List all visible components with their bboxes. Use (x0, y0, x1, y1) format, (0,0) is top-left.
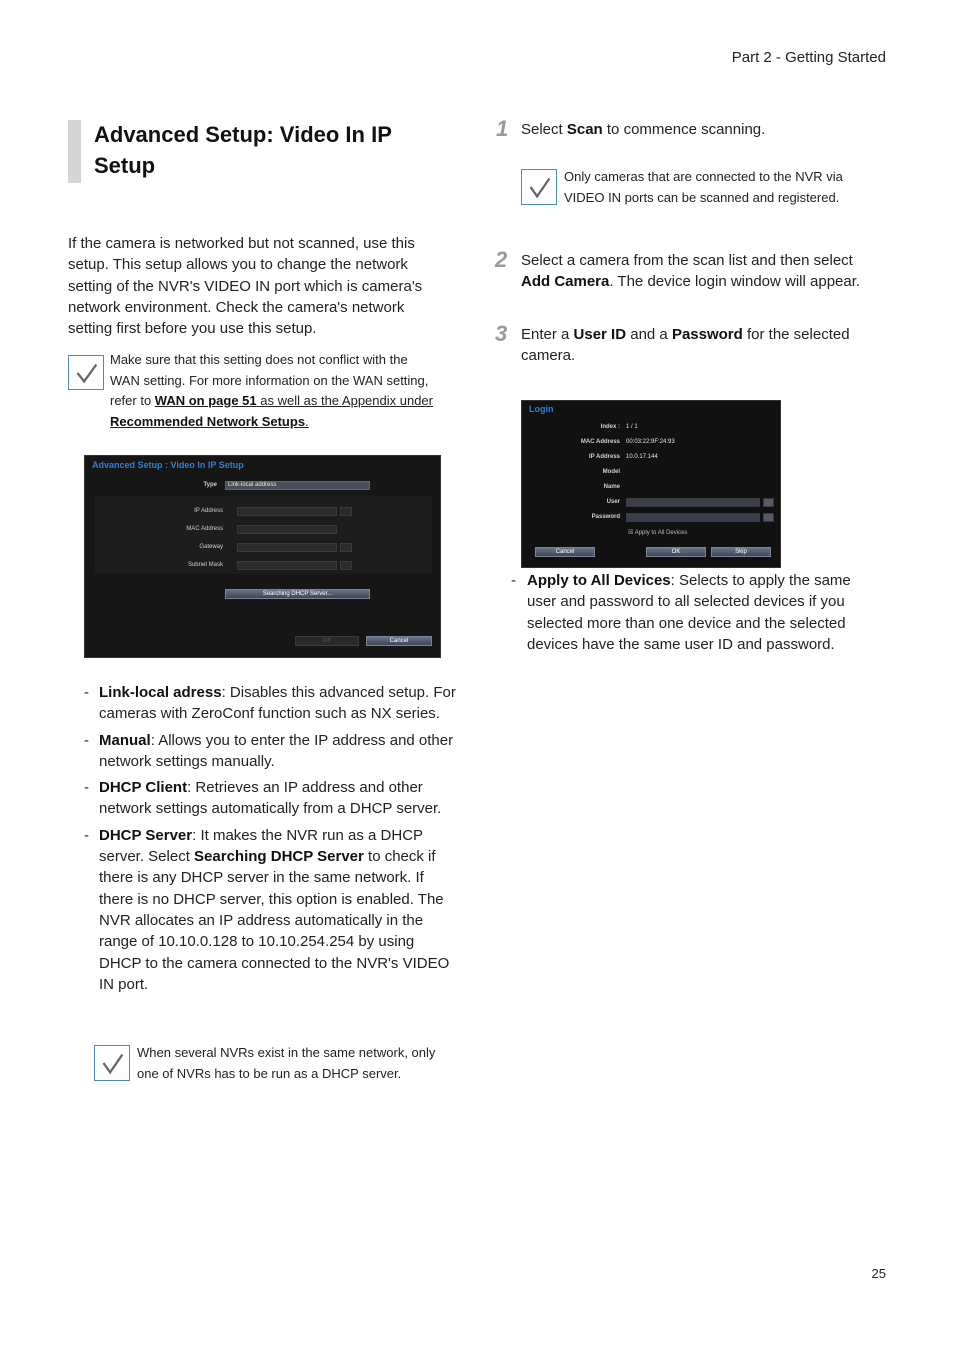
type-options-list (84, 682, 456, 995)
ip-value: 10.0.17.144 (626, 454, 658, 460)
field-label: MAC Address (186, 526, 223, 532)
field-label: Name (603, 484, 620, 490)
type-dropdown[interactable]: Link-local address (225, 481, 370, 490)
field-label: Index : (600, 424, 620, 430)
searching-dhcp-server-button[interactable]: Searching DHCP Server... (225, 589, 370, 599)
device-login-screenshot (521, 400, 781, 568)
note-multiple-nvrs: When several NVRs exist in the same network, only one of NVRs has to be run as a DHCP server. (137, 1045, 436, 1081)
type-label: Type (203, 482, 217, 488)
field-label: IP Address (588, 454, 620, 460)
ip-address-field[interactable] (237, 507, 337, 516)
note-wan-conflict (110, 350, 440, 432)
step-3-text: Enter a User ID and a Password for the selected camera. (521, 326, 850, 365)
user-keyboard-button[interactable] (763, 498, 774, 507)
note-video-in-ports: Only cameras that are connected to the NVR via VIDEO IN ports can be scanned and registered. (564, 169, 843, 205)
list-item: - Manual: Allows you to enter the IP address and other network settings manually. (84, 731, 454, 770)
field-label: MAC Address (580, 439, 620, 445)
apply-all-checkbox[interactable]: ☒ Apply to All Devices (628, 530, 688, 536)
ok-button[interactable]: OK (295, 636, 359, 646)
screen-title: Advanced Setup : Video In IP Setup (92, 460, 244, 470)
field-label: Password (591, 514, 620, 520)
login-cancel-button[interactable]: Cancel (535, 547, 595, 557)
video-in-ip-setup-screenshot (84, 455, 441, 658)
password-field[interactable] (626, 513, 760, 522)
note-text: Make sure that this setting does not conflict with the WAN setting. For more information on the WAN setting, refer to (110, 352, 429, 408)
login-title: Login (529, 404, 554, 414)
list-item: - DHCP Client: Retrieves an IP address and other network settings automatically from a DHCP server. (84, 779, 442, 818)
gateway-button[interactable] (340, 543, 352, 552)
field-label: IP Address (194, 508, 223, 514)
running-header: Part 2 - Getting Started (731, 49, 886, 66)
cancel-button[interactable]: Cancel (366, 636, 432, 646)
title-accent-bar (68, 120, 81, 183)
field-label: Model (602, 469, 620, 475)
check-note-icon (94, 1045, 130, 1081)
index-value: 1 / 1 (626, 424, 638, 430)
field-label: Subnet Mask (187, 562, 223, 568)
check-note-icon (68, 355, 104, 390)
step-1-text: Select Scan to commence scanning. (521, 121, 766, 138)
intro-paragraph: If the camera is networked but not scanned, use this setup. This setup allows you to change the network setting of the NVR's VIDEO IN port which is camera's network environment. Check the camera's network setting first before you use this setup. (68, 235, 423, 338)
login-skip-button[interactable]: Skip (711, 547, 771, 557)
list-item: - DHCP Server: It makes the NVR run as a DHCP server. Select Searching DHCP Server to check if there is any DHCP server in the same network. If there is no DHCP server, this option is enabled. The NVR allocates an IP address automatically in the range of 10.10.0.128 to 10.10.254.254 by using DHCP to the camera connected to the NVR's VIDEO IN port. (84, 826, 450, 993)
mac-value: 00:03:22:9F:24:93 (626, 439, 675, 445)
login-ok-button[interactable]: OK (646, 547, 706, 557)
mac-address-field[interactable] (237, 525, 337, 534)
step-number: 2 (495, 247, 508, 272)
apply-all-devices-item: - Apply to All Devices: Selects to apply the same user and password to all selected devices if you selected more than one device and the selected devices have the same user ID and password. (511, 572, 851, 653)
password-keyboard-button[interactable] (763, 513, 774, 522)
subnet-mask-field[interactable] (237, 561, 337, 570)
step-2-text: Select a camera from the scan list and then select Add Camera. The device login window will appear. (521, 252, 861, 291)
section-title: Advanced Setup: Video In IP Setup (94, 122, 392, 178)
user-field[interactable] (626, 498, 760, 507)
field-label: User (606, 499, 620, 505)
field-label: Gateway (199, 544, 223, 550)
page-number: 25 (871, 1266, 886, 1281)
wan-page-link[interactable]: WAN on page 51 as well as the Appendix under Recommended Network Setups. (110, 393, 433, 429)
subnet-mask-button[interactable] (340, 561, 352, 570)
list-item: - Link-local adress: Disables this advanced setup. For cameras with ZeroConf function such as NX series. (84, 684, 456, 723)
check-note-icon (521, 169, 557, 205)
step-number: 1 (496, 116, 509, 141)
step-number: 3 (495, 321, 508, 346)
gateway-field[interactable] (237, 543, 337, 552)
ip-address-button[interactable] (340, 507, 352, 516)
